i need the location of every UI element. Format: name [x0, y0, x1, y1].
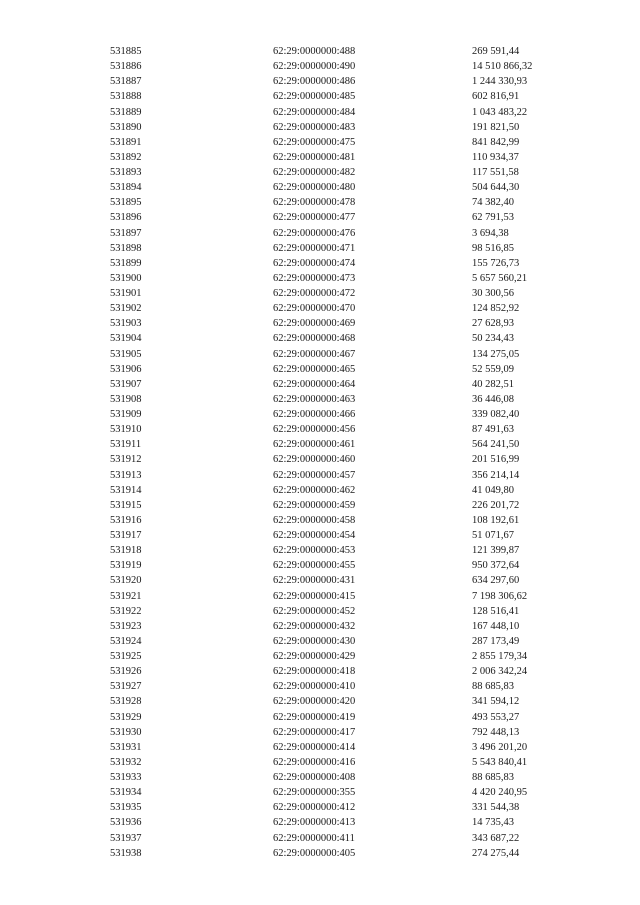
table-row	[110, 256, 572, 271]
cadastral-value-cell: 792 448,13	[472, 726, 520, 738]
table-row	[110, 195, 572, 210]
row-number-cell: 531923	[110, 620, 142, 632]
table-row	[110, 377, 572, 392]
row-number-cell: 531902	[110, 303, 142, 315]
cadastral-value-cell: 40 282,51	[472, 378, 514, 390]
table-row	[110, 543, 572, 558]
table-row	[110, 316, 572, 331]
cadastral-number-cell: 62:29:0000000:470	[273, 303, 356, 315]
row-number-cell: 531927	[110, 681, 142, 693]
table-row	[110, 800, 572, 815]
cadastral-number-cell: 62:29:0000000:485	[273, 91, 356, 103]
cadastral-number-cell: 62:29:0000000:473	[273, 272, 356, 284]
cadastral-number-cell: 62:29:0000000:461	[273, 439, 356, 451]
cadastral-value-cell: 339 082,40	[472, 409, 520, 420]
cadastral-number-cell: 62:29:0000000:481	[273, 151, 356, 163]
row-number-cell: 531909	[110, 409, 142, 420]
table-row	[110, 437, 572, 452]
cadastral-number-cell: 62:29:0000000:452	[273, 605, 356, 617]
cadastral-value-cell: 36 446,08	[472, 393, 514, 405]
cadastral-number-cell: 62:29:0000000:412	[273, 802, 356, 814]
row-number-cell: 531930	[110, 726, 142, 738]
row-number-cell: 531911	[110, 439, 142, 451]
cadastral-number-cell: 62:29:0000000:488	[273, 46, 356, 57]
cadastral-value-cell: 201 516,99	[472, 454, 520, 466]
table-row	[110, 331, 572, 346]
table-row	[110, 407, 572, 422]
cadastral-value-cell: 62 791,53	[472, 212, 514, 224]
row-number-cell: 531918	[110, 545, 142, 557]
cadastral-number-cell: 62:29:0000000:413	[273, 817, 356, 829]
cadastral-number-cell: 62:29:0000000:459	[273, 499, 356, 511]
table-row	[110, 59, 572, 74]
cadastral-number-cell: 62:29:0000000:465	[273, 363, 356, 375]
cadastral-number-cell: 62:29:0000000:464	[273, 378, 356, 390]
cadastral-value-cell: 155 726,73	[472, 257, 520, 269]
cadastral-number-cell: 62:29:0000000:405	[273, 847, 356, 859]
cadastral-number-cell: 62:29:0000000:419	[273, 711, 356, 723]
table-row	[110, 468, 572, 483]
cadastral-number-cell: 62:29:0000000:490	[273, 61, 356, 73]
cadastral-number-cell: 62:29:0000000:432	[273, 620, 356, 632]
cadastral-number-cell: 62:29:0000000:474	[273, 257, 356, 269]
row-number-cell: 531916	[110, 514, 142, 526]
row-number-cell: 531892	[110, 151, 142, 163]
cadastral-value-cell: 167 448,10	[472, 620, 520, 632]
row-number-cell: 531919	[110, 560, 142, 572]
row-number-cell: 531901	[110, 288, 142, 299]
row-number-cell: 531921	[110, 590, 142, 602]
row-number-cell: 531934	[110, 787, 142, 799]
table-row	[110, 846, 572, 861]
cadastral-value-cell: 4 420 240,95	[472, 787, 528, 799]
cadastral-value-cell: 1 244 330,93	[472, 76, 528, 88]
row-number-cell: 531896	[110, 212, 142, 224]
cadastral-number-cell: 62:29:0000000:453	[273, 545, 356, 557]
cadastral-number-cell: 62:29:0000000:416	[273, 756, 356, 768]
cadastral-number-cell: 62:29:0000000:482	[273, 167, 356, 178]
cadastral-value-cell: 14 510 866,32	[472, 61, 533, 73]
row-number-cell: 531928	[110, 696, 142, 708]
row-number-cell: 531912	[110, 454, 142, 466]
cadastral-number-cell: 62:29:0000000:468	[273, 333, 356, 345]
table-row	[110, 241, 572, 256]
cadastral-number-cell: 62:29:0000000:414	[273, 741, 356, 753]
cadastral-value-cell: 88 685,83	[472, 772, 514, 783]
row-number-cell: 531899	[110, 257, 142, 269]
cadastral-value-cell: 504 644,30	[472, 182, 520, 194]
table-row	[110, 831, 572, 846]
cadastral-value-cell: 2 855 179,34	[472, 651, 528, 662]
cadastral-value-cell: 14 735,43	[472, 817, 514, 829]
table-row	[110, 815, 572, 830]
cadastral-number-cell: 62:29:0000000:456	[273, 424, 356, 436]
cadastral-value-table	[110, 44, 572, 861]
cadastral-number-cell: 62:29:0000000:476	[273, 227, 356, 239]
cadastral-value-cell: 74 382,40	[472, 197, 514, 209]
row-number-cell: 531900	[110, 272, 142, 284]
cadastral-number-cell: 62:29:0000000:483	[273, 121, 356, 133]
cadastral-number-cell: 62:29:0000000:415	[273, 590, 356, 602]
row-number-cell: 531905	[110, 348, 142, 360]
cadastral-number-cell: 62:29:0000000:462	[273, 484, 356, 496]
table-row	[110, 634, 572, 649]
row-number-cell: 531924	[110, 635, 142, 647]
row-number-cell: 531925	[110, 651, 142, 662]
table-row	[110, 725, 572, 740]
row-number-cell: 531920	[110, 575, 142, 587]
row-number-cell: 531903	[110, 318, 142, 330]
cadastral-value-cell: 121 399,87	[472, 545, 520, 557]
row-number-cell: 531913	[110, 469, 142, 481]
row-number-cell: 531907	[110, 378, 142, 390]
cadastral-value-cell: 634 297,60	[472, 575, 520, 587]
cadastral-number-cell: 62:29:0000000:455	[273, 560, 356, 572]
row-number-cell: 531888	[110, 91, 142, 103]
cadastral-number-cell: 62:29:0000000:411	[273, 832, 355, 844]
cadastral-number-cell: 62:29:0000000:420	[273, 696, 356, 708]
table-row	[110, 785, 572, 800]
row-number-cell: 531895	[110, 197, 142, 209]
cadastral-number-cell: 62:29:0000000:457	[273, 469, 356, 481]
table-row	[110, 740, 572, 755]
row-number-cell: 531904	[110, 333, 142, 345]
cadastral-number-cell: 62:29:0000000:466	[273, 409, 356, 420]
row-number-cell: 531890	[110, 121, 142, 133]
cadastral-number-cell: 62:29:0000000:478	[273, 197, 356, 209]
cadastral-number-cell: 62:29:0000000:480	[273, 182, 356, 194]
cadastral-number-cell: 62:29:0000000:486	[273, 76, 356, 88]
table-row	[110, 362, 572, 377]
table-row	[110, 619, 572, 634]
table-row	[110, 180, 572, 195]
table-row	[110, 558, 572, 573]
cadastral-number-cell: 62:29:0000000:467	[273, 348, 356, 360]
row-number-cell: 531936	[110, 817, 142, 829]
table-row	[110, 694, 572, 709]
table-row	[110, 755, 572, 770]
row-number-cell: 531898	[110, 242, 142, 254]
cadastral-value-cell: 50 234,43	[472, 333, 514, 345]
table-row	[110, 74, 572, 89]
row-number-cell: 531894	[110, 182, 142, 194]
cadastral-value-cell: 841 842,99	[472, 136, 520, 148]
cadastral-value-cell: 98 516,85	[472, 242, 514, 254]
row-number-cell: 531915	[110, 499, 142, 511]
table-row	[110, 44, 572, 59]
row-number-cell: 531929	[110, 711, 142, 723]
row-number-cell: 531922	[110, 605, 142, 617]
row-number-cell: 531908	[110, 393, 142, 405]
cadastral-number-cell: 62:29:0000000:463	[273, 393, 356, 405]
table-row	[110, 135, 572, 150]
table-row	[110, 120, 572, 135]
cadastral-value-cell: 274 275,44	[472, 847, 520, 859]
cadastral-value-cell: 493 553,27	[472, 711, 520, 723]
table-row	[110, 347, 572, 362]
table-row	[110, 286, 572, 301]
cadastral-value-cell: 124 852,92	[472, 303, 520, 315]
row-number-cell: 531886	[110, 61, 142, 73]
table-row	[110, 392, 572, 407]
row-number-cell: 531887	[110, 76, 142, 88]
row-number-cell: 531906	[110, 363, 142, 375]
row-number-cell: 531889	[110, 106, 142, 118]
cadastral-number-cell: 62:29:0000000:471	[273, 242, 356, 254]
cadastral-value-cell: 602 816,91	[472, 91, 520, 103]
cadastral-number-cell: 62:29:0000000:469	[273, 318, 356, 330]
row-number-cell: 531891	[110, 136, 142, 148]
cadastral-value-cell: 52 559,09	[472, 363, 514, 375]
table-row	[110, 513, 572, 528]
cadastral-number-cell: 62:29:0000000:431	[273, 575, 356, 587]
cadastral-value-cell: 343 687,22	[472, 832, 520, 844]
cadastral-value-cell: 564 241,50	[472, 439, 520, 451]
cadastral-value-cell: 950 372,64	[472, 560, 520, 572]
cadastral-number-cell: 62:29:0000000:417	[273, 726, 356, 738]
cadastral-number-cell: 62:29:0000000:454	[273, 530, 356, 541]
table-row	[110, 271, 572, 286]
cadastral-number-cell: 62:29:0000000:475	[273, 136, 356, 148]
table-row	[110, 165, 572, 180]
table-row	[110, 483, 572, 498]
cadastral-value-cell: 226 201,72	[472, 499, 520, 511]
cadastral-value-cell: 108 192,61	[472, 514, 520, 526]
table-row	[110, 422, 572, 437]
table-row	[110, 89, 572, 104]
cadastral-value-cell: 3 496 201,20	[472, 741, 528, 753]
row-number-cell: 531926	[110, 666, 142, 678]
table-row	[110, 649, 572, 664]
cadastral-number-cell: 62:29:0000000:472	[273, 288, 356, 299]
cadastral-value-cell: 110 934,37	[472, 151, 519, 163]
table-row	[110, 679, 572, 694]
table-row	[110, 664, 572, 679]
row-number-cell: 531931	[110, 741, 142, 753]
table-row	[110, 210, 572, 225]
table-row	[110, 301, 572, 316]
row-number-cell: 531897	[110, 227, 142, 239]
row-number-cell: 531937	[110, 832, 142, 844]
table-row	[110, 573, 572, 588]
cadastral-value-cell: 87 491,63	[472, 424, 514, 436]
cadastral-value-cell: 128 516,41	[472, 605, 520, 617]
cadastral-number-cell: 62:29:0000000:477	[273, 212, 356, 224]
table-row	[110, 589, 572, 604]
row-number-cell: 531938	[110, 847, 142, 859]
cadastral-value-cell: 41 049,80	[472, 484, 514, 496]
table-row	[110, 226, 572, 241]
cadastral-number-cell: 62:29:0000000:355	[273, 787, 356, 799]
row-number-cell: 531935	[110, 802, 142, 814]
table-row	[110, 528, 572, 543]
row-number-cell: 531914	[110, 484, 142, 496]
cadastral-value-cell: 356 214,14	[472, 469, 520, 481]
cadastral-value-cell: 27 628,93	[472, 318, 514, 330]
cadastral-number-cell: 62:29:0000000:430	[273, 635, 356, 647]
cadastral-value-cell: 2 006 342,24	[472, 666, 528, 678]
cadastral-number-cell: 62:29:0000000:418	[273, 666, 356, 678]
table-row	[110, 150, 572, 165]
cadastral-value-cell: 51 071,67	[472, 530, 514, 541]
row-number-cell: 531885	[110, 46, 142, 57]
table-row	[110, 105, 572, 120]
table-row	[110, 604, 572, 619]
cadastral-value-cell: 7 198 306,62	[472, 590, 528, 602]
cadastral-value-cell: 3 694,38	[472, 227, 509, 239]
cadastral-value-cell: 341 594,12	[472, 696, 520, 708]
row-number-cell: 531893	[110, 167, 142, 178]
cadastral-value-cell: 117 551,58	[472, 167, 519, 178]
cadastral-number-cell: 62:29:0000000:408	[273, 772, 356, 783]
cadastral-number-cell: 62:29:0000000:458	[273, 514, 356, 526]
table-row	[110, 452, 572, 467]
cadastral-value-cell: 88 685,83	[472, 681, 514, 693]
cadastral-value-cell: 191 821,50	[472, 121, 520, 133]
cadastral-number-cell: 62:29:0000000:484	[273, 106, 356, 118]
cadastral-value-cell: 30 300,56	[472, 288, 514, 299]
table-row	[110, 770, 572, 785]
cadastral-value-cell: 5 657 560,21	[472, 272, 528, 284]
table-row	[110, 498, 572, 513]
cadastral-value-cell: 5 543 840,41	[472, 756, 528, 768]
row-number-cell: 531933	[110, 772, 142, 783]
cadastral-value-cell: 269 591,44	[472, 46, 520, 57]
row-number-cell: 531932	[110, 756, 142, 768]
cadastral-value-cell: 1 043 483,22	[472, 106, 528, 118]
row-number-cell: 531910	[110, 424, 142, 436]
cadastral-number-cell: 62:29:0000000:460	[273, 454, 356, 466]
cadastral-number-cell: 62:29:0000000:429	[273, 651, 356, 662]
table-row	[110, 710, 572, 725]
cadastral-number-cell: 62:29:0000000:410	[273, 681, 356, 693]
cadastral-value-cell: 331 544,38	[472, 802, 520, 814]
cadastral-value-cell: 287 173,49	[472, 635, 520, 647]
cadastral-value-cell: 134 275,05	[472, 348, 520, 360]
row-number-cell: 531917	[110, 530, 142, 541]
